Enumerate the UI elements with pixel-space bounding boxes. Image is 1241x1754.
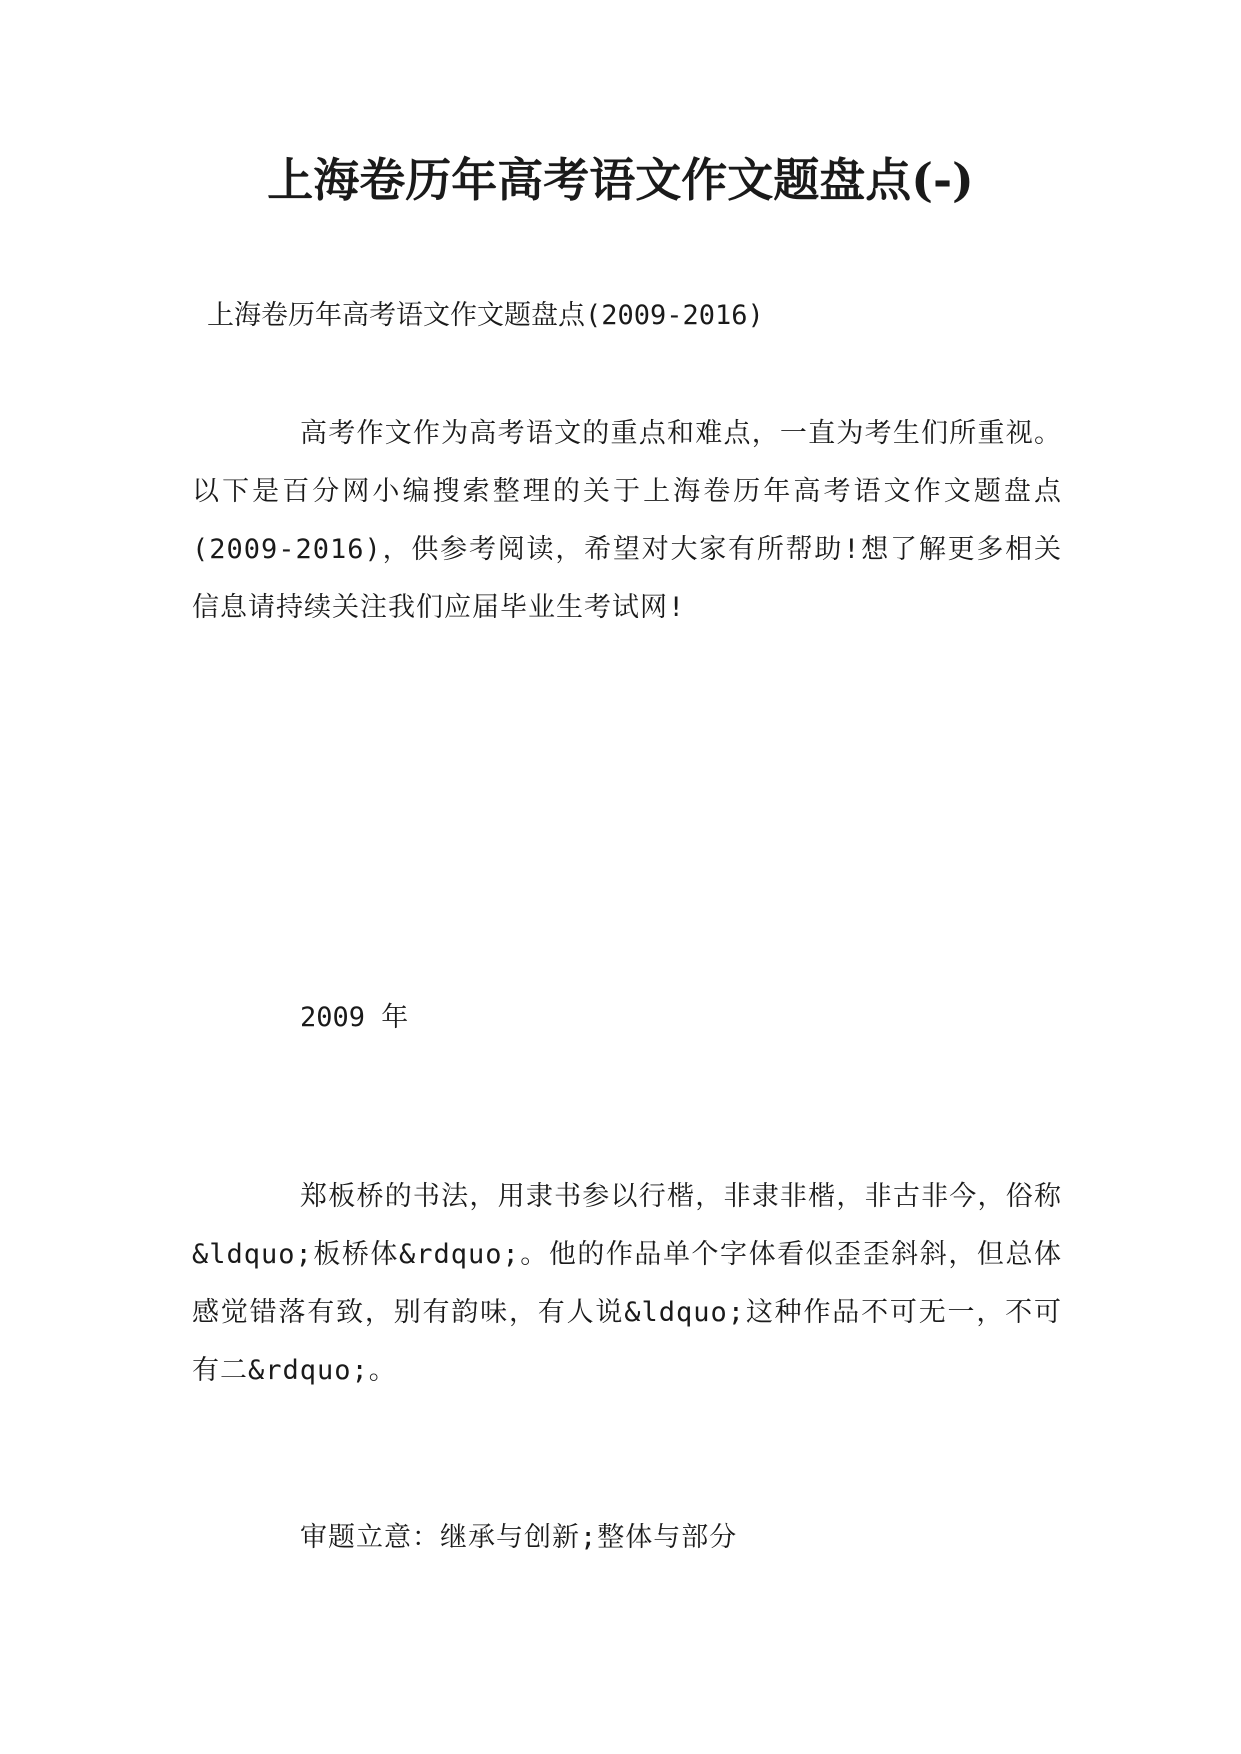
document-subtitle: 上海卷历年高考语文作文题盘点(2009-2016) xyxy=(207,300,764,331)
prompt-analysis: 审题立意：继承与创新;整体与部分 xyxy=(300,1522,738,1553)
document-title: 上海卷历年高考语文作文题盘点(-) xyxy=(267,153,974,207)
intro-paragraph: 高考作文作为高考语文的重点和难点，一直为考生们所重视。以下是百分网小编搜索整理的关于上海卷历年高考语文作文题盘点(2009-2016)，供参考阅读，希望对大家有所帮助!想了解更多相关信息请持续关注我们应届毕业生考试网! xyxy=(192,418,1062,623)
essay-prompt-paragraph: 郑板桥的书法，用隶书参以行楷，非隶非楷，非古非今，俗称&ldquo;板桥体&rdquo;。他的作品单个字体看似歪歪斜斜，但总体感觉错落有致，别有韵味，有人说&ldquo;这种作品不可无一，不可有二&rdquo;。 xyxy=(192,1181,1062,1386)
year-heading: 2009 年 xyxy=(300,1002,409,1033)
